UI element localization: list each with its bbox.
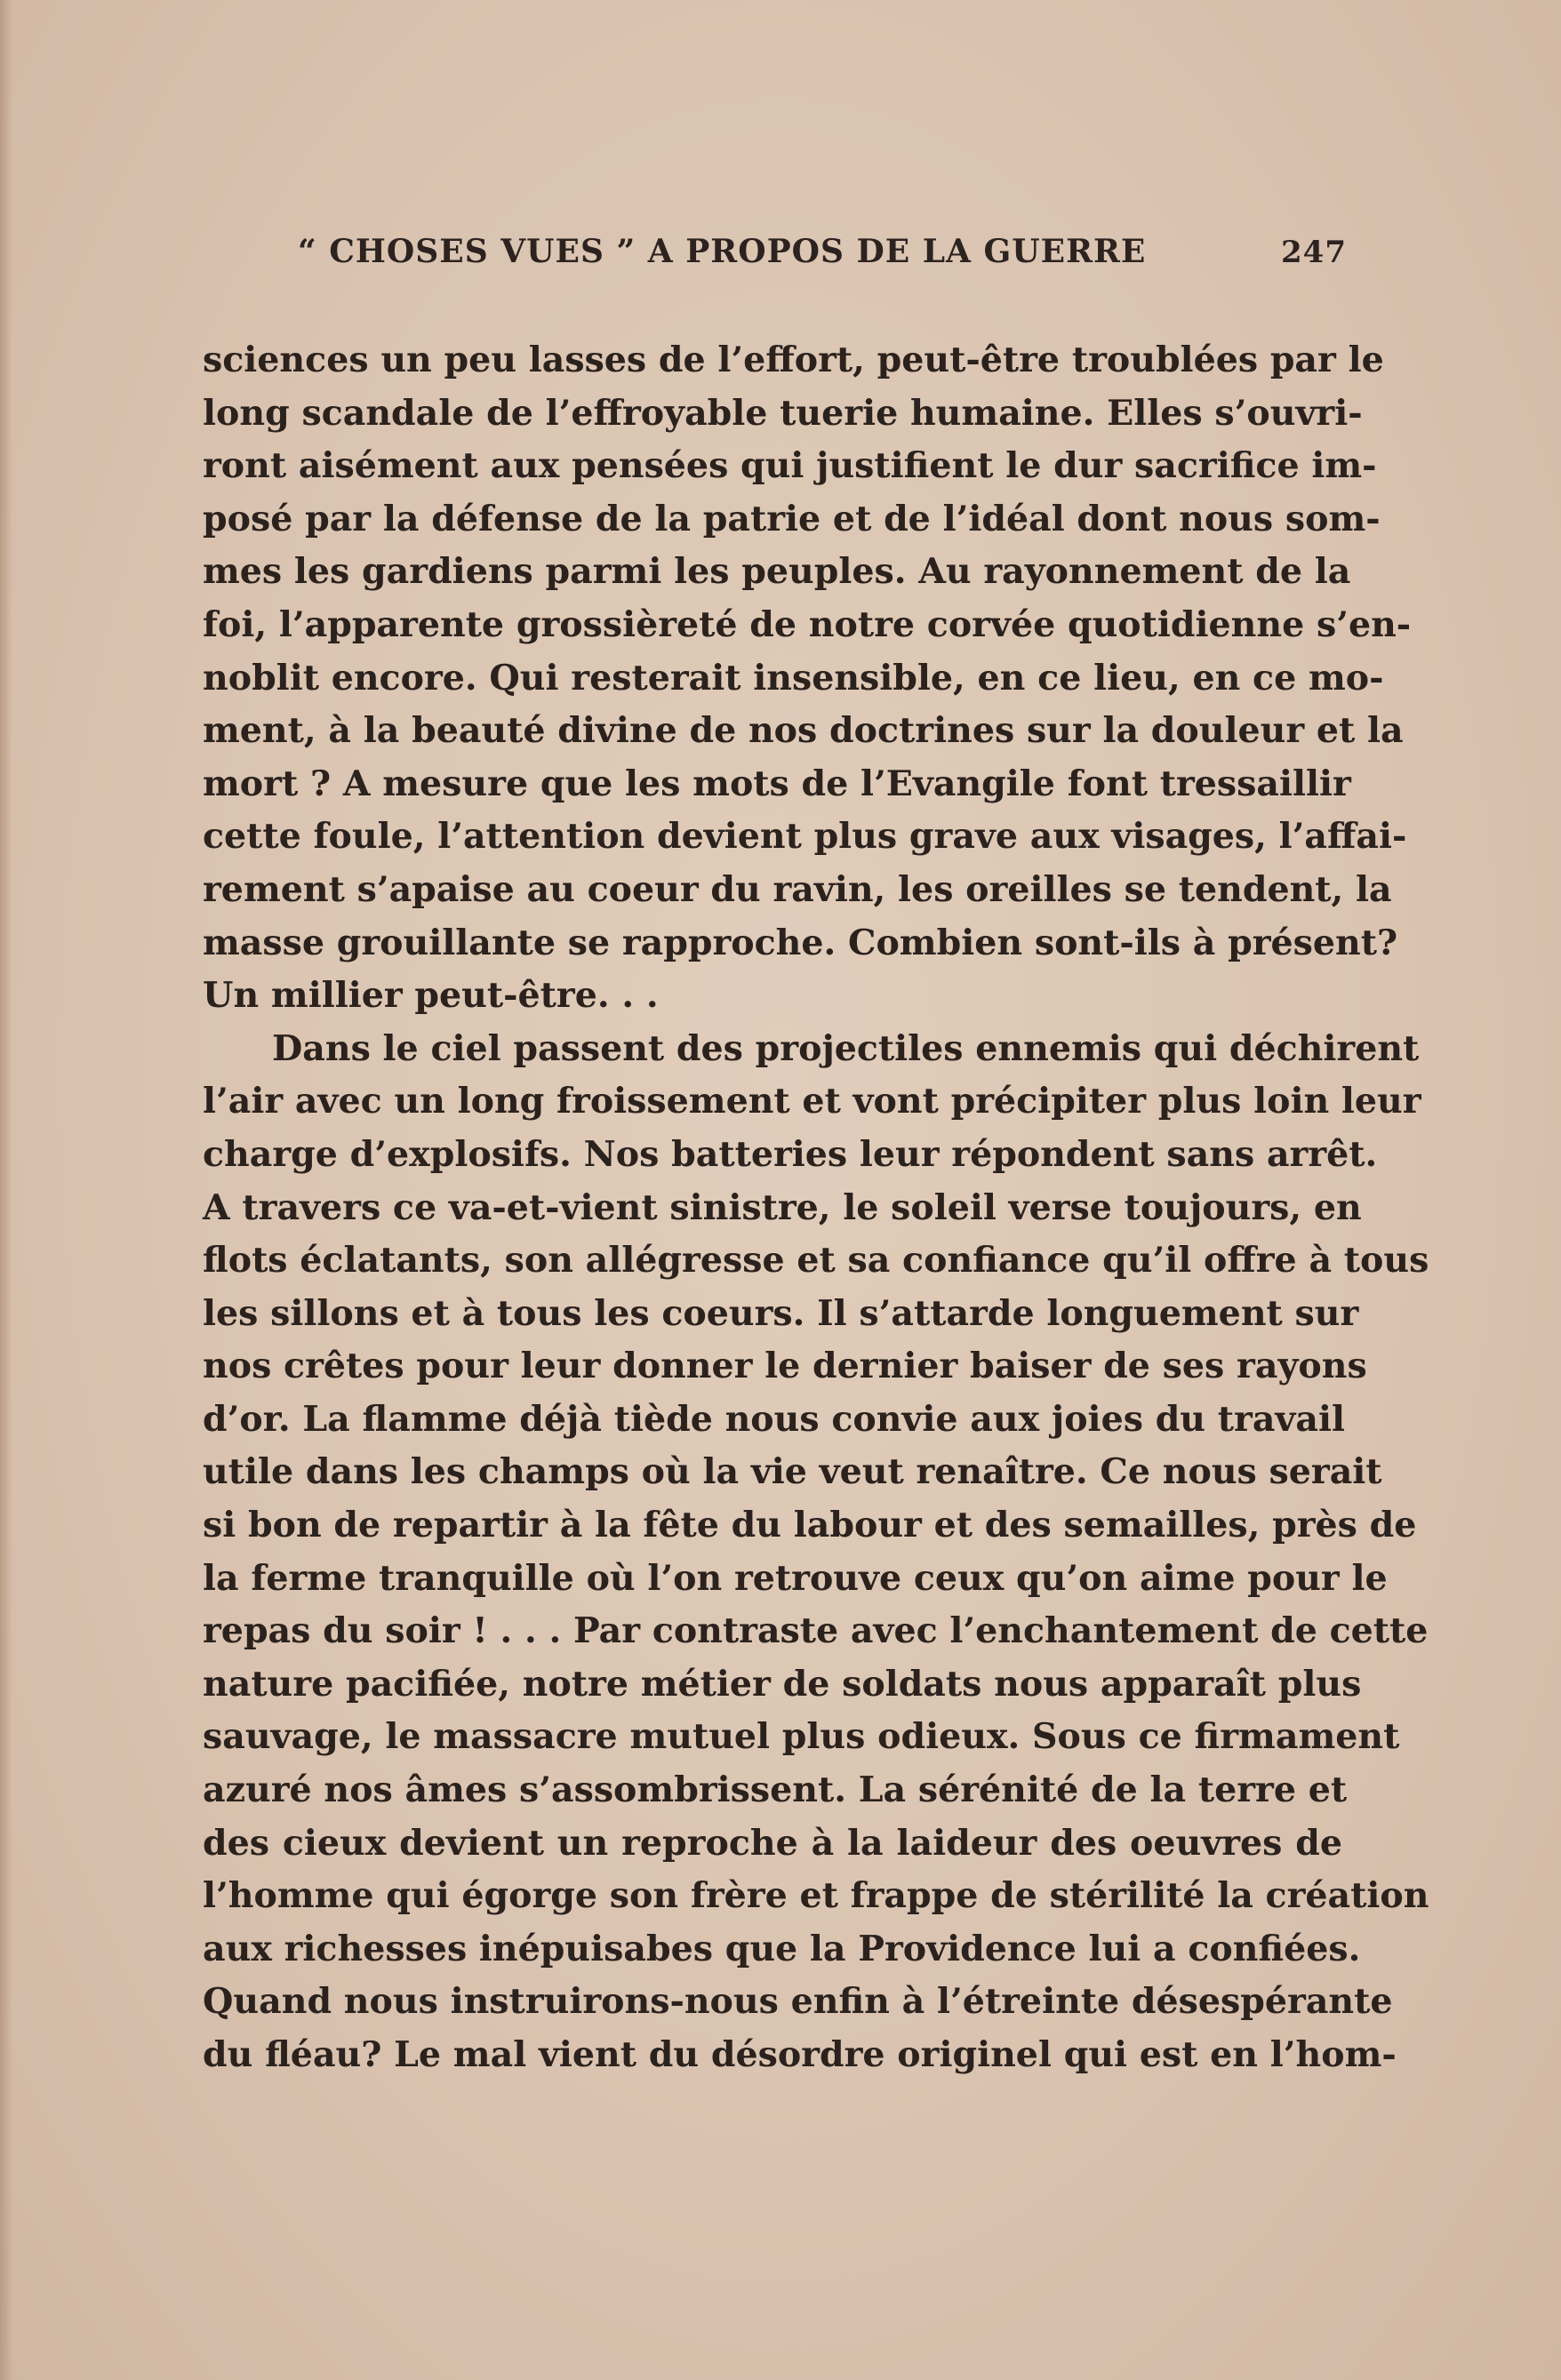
text-line: foi, l’apparente grossièreté de notre corvée quotidienne s’en- xyxy=(203,603,1412,645)
page-number: 247 xyxy=(1281,235,1347,270)
text-line: masse grouillante se rapproche. Combien sont-ils à présent? xyxy=(203,922,1398,963)
text-line: noblit encore. Qui resterait insensible, en ce lieu, en ce mo- xyxy=(203,657,1384,699)
text-line: utile dans les champs où la vie veut renaître. Ce nous serait xyxy=(203,1451,1382,1493)
text-line: azuré nos âmes s’assombrissent. La sérénité de la terre et xyxy=(203,1769,1348,1811)
body-text xyxy=(203,334,1429,2082)
text-line: posé par la défense de la patrie et de l’idéal dont nous som- xyxy=(203,498,1381,539)
text-line: cette foule, l’attention devient plus grave aux visages, l’affai- xyxy=(203,816,1407,858)
text-line: l’homme qui égorge son frère et frappe de stérilité la création xyxy=(203,1875,1429,1917)
text-line: mort ? A mesure que les mots de l’Evangile font tressaillir xyxy=(203,763,1351,804)
text-line: des cieux devient un reproche à la laideur des oeuvres de xyxy=(203,1822,1342,1864)
text-line: aux richesses inépuisabes que la Providence lui a confiées. xyxy=(203,1928,1361,1969)
text-line: sauvage, le massacre mutuel plus odieux. Sous ce firmament xyxy=(203,1716,1400,1758)
running-header xyxy=(298,233,1347,277)
text-line: d’or. La flamme déjà tiède nous convie aux joies du travail xyxy=(203,1398,1345,1440)
text-line: sciences un peu lasses de l’effort, peut-être troublées par le xyxy=(203,339,1384,380)
text-line: du fléau? Le mal vient du désordre originel qui est en l’hom- xyxy=(203,2034,1397,2075)
text-line: ront aisément aux pensées qui justifient le dur sacrifice im- xyxy=(203,445,1377,487)
text-line: flots éclatants, son allégresse et sa confiance qu’il offre à tous xyxy=(203,1240,1429,1282)
text-line: long scandale de l’effroyable tuerie humaine. Elles s’ouvri- xyxy=(203,392,1363,434)
text-line: repas du soir ! . . . Par contraste avec l’enchantement de cette xyxy=(203,1610,1429,1652)
text-line: nos crêtes pour leur donner le dernier baiser de ses rayons xyxy=(203,1346,1367,1387)
header-title: “ CHOSES VUES ” A PROPOS DE LA GUERRE xyxy=(298,233,1147,270)
text-line: la ferme tranquille où l’on retrouve ceux qu’on aime pour le xyxy=(203,1557,1388,1599)
text-line: Dans le ciel passent des projectiles ennemis qui déchirent xyxy=(272,1027,1420,1069)
text-line: rement s’apaise au coeur du ravin, les oreilles se tendent, la xyxy=(203,868,1392,910)
text-line: ment, à la beauté divine de nos doctrines sur la douleur et la xyxy=(203,710,1404,752)
text-line: si bon de repartir à la fête du labour et des semailles, près de xyxy=(203,1505,1417,1546)
text-line: charge d’explosifs. Nos batteries leur répondent sans arrêt. xyxy=(203,1133,1378,1175)
text-line: l’air avec un long froissement et vont précipiter plus loin leur xyxy=(203,1081,1421,1122)
text-line: nature pacifiée, notre métier de soldats nous apparaît plus xyxy=(203,1663,1362,1705)
text-line: Quand nous instruirons-nous enfin à l’étreinte désespérante xyxy=(203,1981,1393,2023)
text-line: A travers ce va-et-vient sinistre, le soleil verse toujours, en xyxy=(203,1186,1362,1228)
text-line: Un millier peut-être. . . xyxy=(203,975,659,1017)
text-line: mes les gardiens parmi les peuples. Au rayonnement de la xyxy=(203,551,1351,593)
page-edge-shadow xyxy=(0,0,12,2380)
text-line: les sillons et à tous les coeurs. Il s’attarde longuement sur xyxy=(203,1292,1359,1334)
